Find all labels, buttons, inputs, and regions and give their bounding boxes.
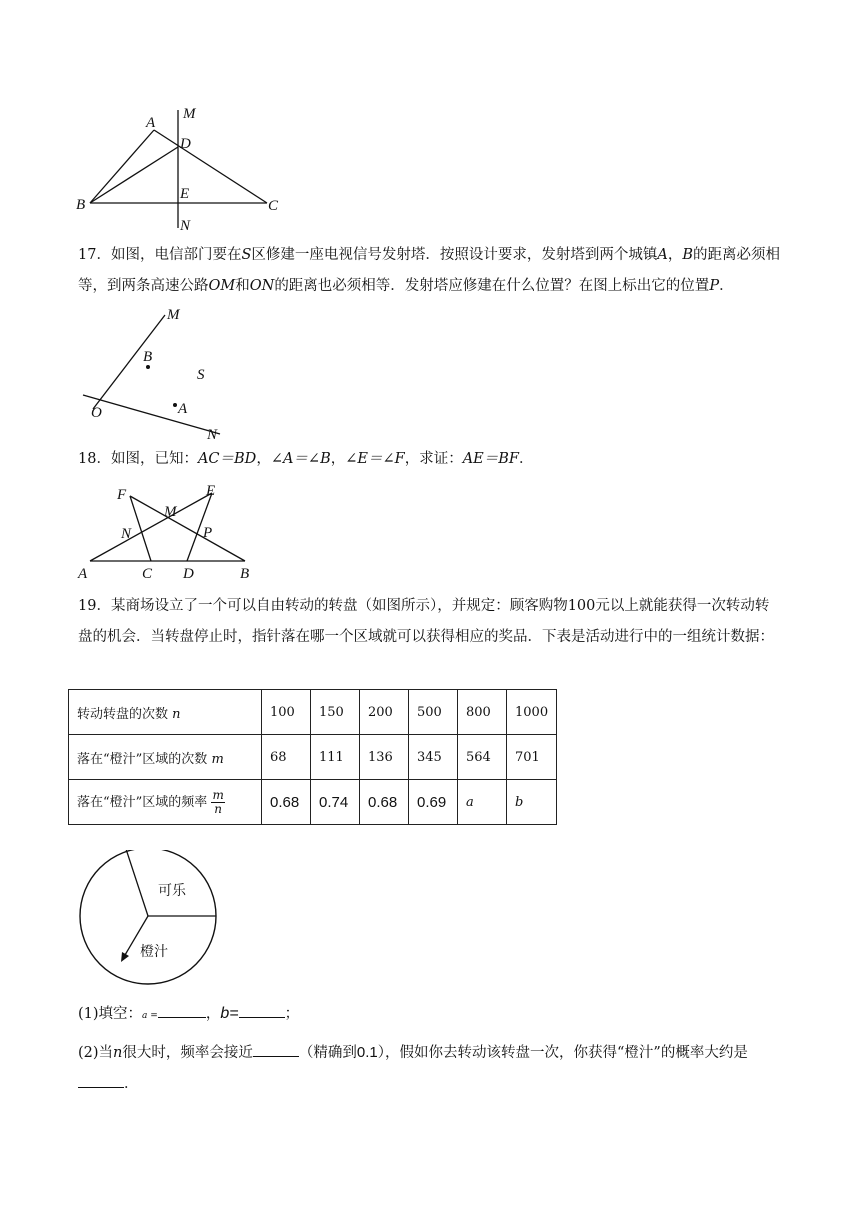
- row-label-spins: 转动转盘的次数 n: [69, 690, 262, 735]
- question-19-number: 19．: [78, 598, 111, 614]
- table-row: [69, 690, 557, 735]
- question-19-part-2: (2)当n很大时，频率会接近 （精确到0.1），假如你去转动该转盘一次，你获得“橙汁”的概率大约是．: [78, 1044, 748, 1092]
- point-B: [146, 365, 150, 369]
- label-A: A: [178, 401, 188, 417]
- answer-blank-b[interactable]: [239, 1017, 285, 1018]
- table-cell: 701: [507, 735, 557, 780]
- label-S: S: [197, 367, 205, 383]
- label-M: M: [164, 504, 177, 520]
- question-18-number: 18．: [78, 451, 111, 467]
- label-E: E: [180, 186, 190, 202]
- frequency-table: [68, 689, 557, 825]
- row-label-landings: 落在“橙汁”区域的次数 m: [69, 735, 262, 780]
- table-cell: 100: [262, 690, 311, 735]
- wheel-label-cola: 可乐: [158, 883, 186, 899]
- figure-angle-towns: [75, 305, 235, 445]
- label-N: N: [207, 427, 218, 443]
- table-cell: 500: [409, 690, 458, 735]
- label-C: C: [268, 198, 279, 214]
- question-18: 18．如图，已知：AC＝BD，∠A＝∠B，∠E＝∠F，求证：AE＝BF．: [78, 451, 534, 467]
- label-F: F: [117, 487, 127, 503]
- point-A: [173, 403, 177, 407]
- answer-blank-probability[interactable]: [78, 1087, 124, 1088]
- label-P: P: [203, 525, 213, 541]
- table-cell: a: [458, 780, 507, 825]
- table-cell: 136: [360, 735, 409, 780]
- table-cell: 1000: [507, 690, 557, 735]
- spinner-wheel: [76, 850, 221, 990]
- label-N: N: [180, 218, 191, 234]
- answer-blank-a[interactable]: [158, 1017, 206, 1018]
- label-D: D: [180, 136, 191, 152]
- table-cell: 0.68: [262, 780, 311, 825]
- table-cell: 0.69: [409, 780, 458, 825]
- table-cell: 200: [360, 690, 409, 735]
- table-cell: 150: [311, 690, 360, 735]
- label-A: A: [146, 115, 156, 131]
- label-A: A: [78, 566, 88, 580]
- question-17: 17．如图，电信部门要在S区修建一座电视信号发射塔．按照设计要求，发射塔到两个城镇A，B的距离必须相等，到两条高速公路OM和ON的距离也必须相等．发射塔应修建在什么位置？在图上标出它的位置P．: [78, 247, 781, 294]
- label-M: M: [183, 106, 196, 122]
- label-N: N: [121, 526, 132, 542]
- label-O: O: [91, 405, 102, 421]
- label-B: B: [143, 349, 153, 365]
- table-cell: 0.68: [360, 780, 409, 825]
- table-row: [69, 735, 557, 780]
- label-C: C: [142, 566, 153, 580]
- label-B: B: [76, 197, 86, 213]
- label-D: D: [183, 566, 194, 580]
- table-cell: 800: [458, 690, 507, 735]
- question-19-part-1: (1)填空：a = ，b= ；: [78, 1005, 300, 1022]
- table-cell: b: [507, 780, 557, 825]
- table-cell: 345: [409, 735, 458, 780]
- label-B: B: [240, 566, 250, 580]
- label-E: E: [206, 483, 216, 499]
- figure-crossing-triangles: [72, 478, 272, 580]
- question-19: 19．某商场设立了一个可以自由转动的转盘（如图所示），并规定：顾客购物100元以上就能获得一次转动转盘的机会．当转盘停止时，指针落在哪一个区域就可以获得相应的奖品．下表是活动进行中的一组统计数据：: [78, 598, 774, 645]
- table-row: [69, 780, 557, 825]
- pointer-arrow-icon: [121, 952, 129, 962]
- row-label-frequency: 落在“橙汁”区域的频率 $\frac{m}{n}$: [69, 780, 262, 825]
- wheel-label-orange-juice: 橙汁: [140, 944, 168, 960]
- table-cell: 68: [262, 735, 311, 780]
- table-cell: 564: [458, 735, 507, 780]
- table-cell: 111: [311, 735, 360, 780]
- fraction-m-over-n: $\frac{m}{n}$: [212, 787, 224, 816]
- question-17-number: 17．: [78, 247, 111, 263]
- table-cell: 0.74: [311, 780, 360, 825]
- label-M: M: [167, 307, 180, 323]
- answer-blank-limit[interactable]: [253, 1056, 299, 1057]
- figure-triangle-perpendicular: [70, 100, 300, 240]
